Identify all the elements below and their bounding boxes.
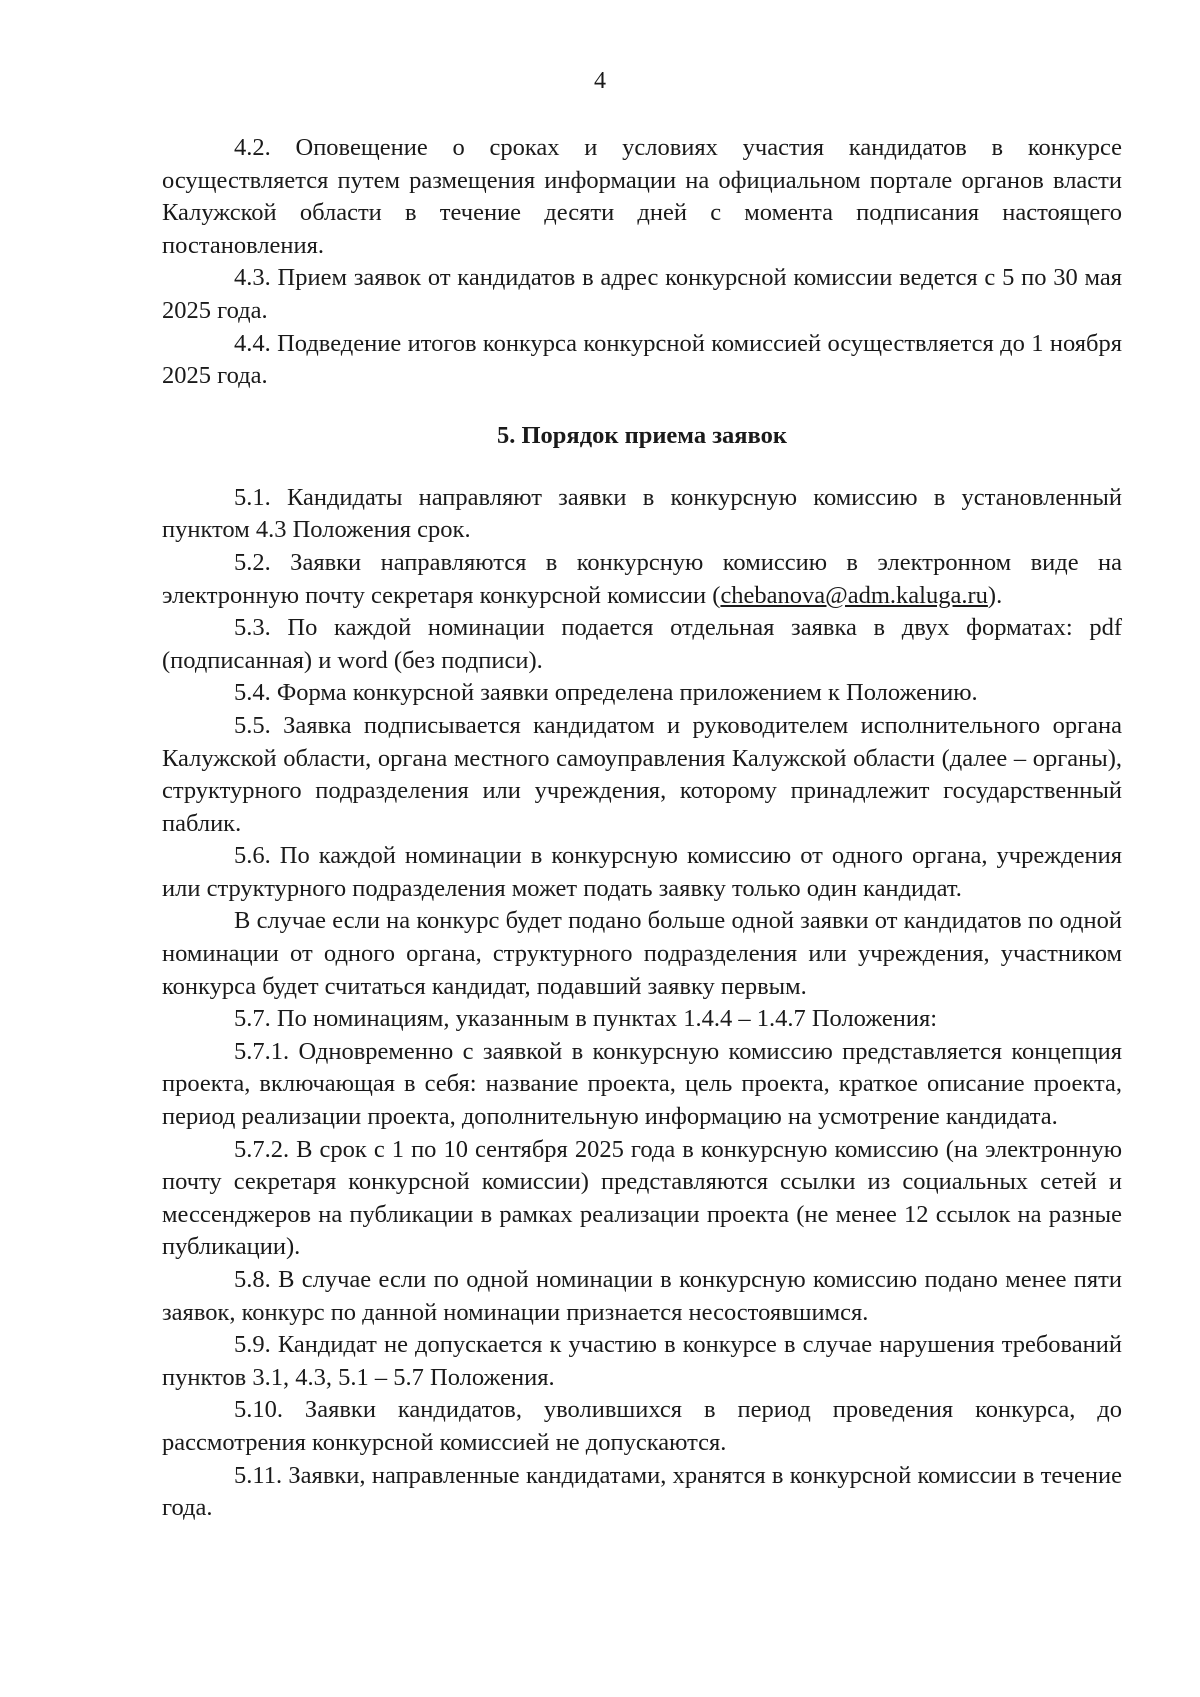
secretary-email: chebanova@adm.kaluga.ru (720, 581, 988, 609)
paragraph-5-8: 5.8. В случае если по одной номинации в конкурсную комиссию подано менее пяти заявок, конкурс по данной номинации признается несостоявшимся. (162, 1266, 1122, 1326)
paragraph-5-7: 5.7. По номинациям, указанным в пунктах 1.4.4 – 1.4.7 Положения: (234, 1005, 938, 1033)
paragraph-5-2 (162, 547, 1122, 612)
paragraph-5-7-2: 5.7.2. В срок с 1 по 10 сентября 2025 года в конкурсную комиссию (на электронную почту секретаря конкурсной комиссии) представляются ссылки из социальных сетей и мессенджеров на публикации в рамках реализации проекта (не менее 12 ссылок на разные публикации). (162, 1135, 1122, 1261)
paragraph-4-4: 4.4. Подведение итогов конкурса конкурсной комиссией осуществляется до 1 ноября 2025 года. (162, 329, 1122, 390)
section-5-heading: 5. Порядок приема заявок (497, 421, 787, 449)
paragraph-5-6: 5.6. По каждой номинации в конкурсную комиссию от одного органа, учреждения или структурного подразделения может подать заявку только один кандидат. (162, 842, 1122, 902)
paragraph-5-3: 5.3. По каждой номинации подается отдельная заявка в двух форматах: pdf (подписанная) и word (без подписи). (162, 614, 1122, 674)
paragraph-4-2: 4.2. Оповещение о сроках и условиях участия кандидатов в конкурсе осуществляется путем размещения информации на официальном портале органов власти Калужской области в течение десяти дней с момента подписания настоящего постановления. (162, 134, 1122, 259)
document-body (162, 132, 1122, 1525)
paragraph-5-2-text: 5.2. Заявки направляются в конкурсную комиссию в электронном виде на электронную почту секретаря конкурсной комиссии ( (162, 548, 1122, 609)
paragraph-5-9: 5.9. Кандидат не допускается к участию в конкурсе в случае нарушения требований пунктов 3.1, 4.3, 5.1 – 5.7 Положения. (162, 1331, 1122, 1391)
paragraph-5-1: 5.1. Кандидаты направляют заявки в конкурсную комиссию в установленный пунктом 4.3 Положения срок. (162, 483, 1122, 544)
paragraph-4-3: 4.3. Прием заявок от кандидатов в адрес конкурсной комиссии ведется с 5 по 30 мая 2025 года. (162, 264, 1122, 324)
paragraph-5-4: 5.4. Форма конкурсной заявки определена приложением к Положению. (234, 679, 978, 707)
paragraph-5-5: 5.5. Заявка подписывается кандидатом и руководителем исполнительного органа Калужской области, органа местного самоуправления Калужской области (далее – органы), структурного подразделения или учреждения, которому принадлежит государственный паблик. (162, 711, 1122, 837)
paragraph-5-10: 5.10. Заявки кандидатов, уволившихся в период проведения конкурса, до рассмотрения конкурсной комиссией не допускаются. (162, 1396, 1122, 1456)
paragraph-5-2-end: ). (987, 581, 1003, 609)
paragraph-5-11: 5.11. Заявки, направленные кандидатами, хранятся в конкурсной комиссии в течение года. (162, 1461, 1122, 1522)
page-number: 4 (594, 68, 606, 94)
paragraph-5-6-note: В случае если на конкурс будет подано больше одной заявки от кандидатов по одной номинации от одного органа, структурного подразделения или учреждения, участником конкурса будет считаться кандидат, подавший заявку первым. (162, 907, 1122, 1000)
paragraph-5-7-1: 5.7.1. Одновременно с заявкой в конкурсную комиссию представляется концепция проекта, включающая в себя: название проекта, цель проекта, краткое описание проекта, период реализации проекта, дополнительную информацию на усмотрение кандидата. (162, 1037, 1122, 1131)
